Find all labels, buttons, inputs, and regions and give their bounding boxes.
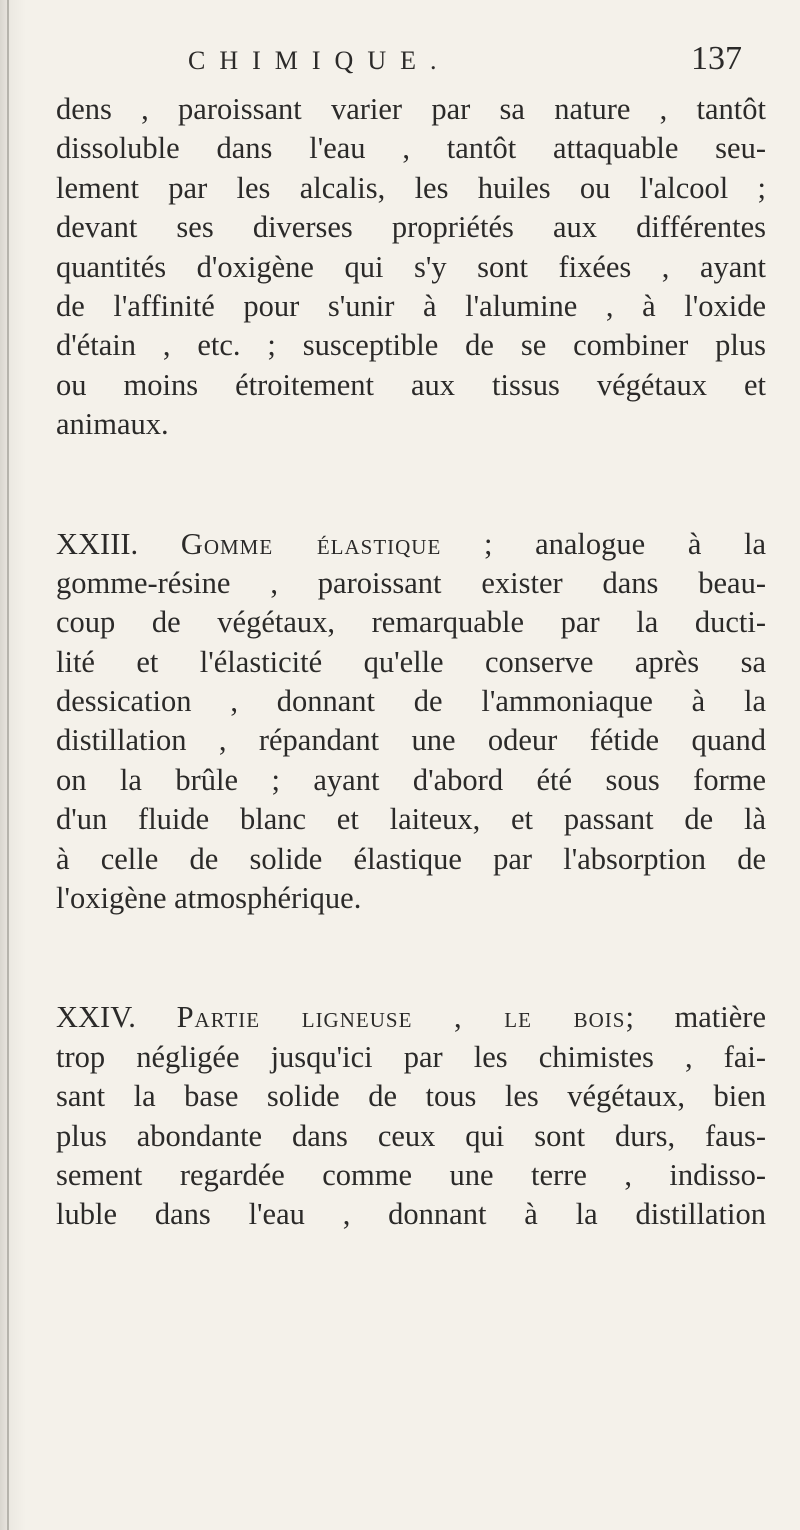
paragraph-continuation [56, 90, 766, 445]
text-line: trop négligée jusqu'ici par les chimistes , fai- [56, 1039, 766, 1074]
section-heading: Gomme élastique [180, 526, 442, 561]
text-line: plus abondante dans ceux qui sont durs, faus- [56, 1118, 766, 1153]
text-line: quantités d'oxigène qui s'y sont fixées , ayant [56, 249, 766, 284]
section-number: XXIV. [56, 1000, 136, 1035]
heading-continuation: ; analogue à la [483, 526, 767, 561]
paragraph-partie-ligneuse [56, 998, 766, 1234]
text-line: lité et l'élasticité qu'elle conserve après sa [56, 644, 766, 679]
text-line: devant ses diverses propriétés aux différentes [56, 210, 766, 245]
text-line: coup de végétaux, remarquable par la ducti- [56, 605, 766, 640]
text-line: sant la base solide de tous les végétaux, bien [56, 1079, 766, 1114]
section-number: XXIII. [56, 526, 139, 561]
text-line: on la brûle ; ayant d'abord été sous forme [56, 762, 766, 797]
text-line: ou moins étroitement aux tissus végétaux et [56, 367, 766, 402]
text-line: dissoluble dans l'eau , tantôt attaquable seu- [56, 131, 766, 166]
page-number: 137 [691, 40, 742, 77]
text-line: d'un fluide blanc et laiteux, et passant de là [56, 802, 766, 837]
text-line: gomme-résine , paroissant exister dans beau- [56, 565, 766, 600]
text-line: lement par les alcalis, les huiles ou l'alcool ; [56, 170, 766, 205]
text-line: de l'affinité pour s'unir à l'alumine , à l'oxide [56, 288, 766, 323]
heading-continuation: ; matière [625, 1000, 766, 1035]
paragraph-heading-line [56, 998, 766, 1037]
text-line: l'oxigène atmosphérique. [56, 881, 362, 916]
text-line: à celle de solide élastique par l'absorption de [56, 841, 766, 876]
text-line: d'étain , etc. ; susceptible de se combiner plus [56, 328, 766, 363]
text-line: dessication , donnant de l'ammoniaque à la [56, 684, 766, 719]
binding-gutter [7, 0, 9, 1530]
text-line: animaux. [56, 407, 169, 442]
text-block [56, 90, 766, 1235]
paragraph-gomme-elastique [56, 525, 766, 919]
section-heading: Partie ligneuse , le bois [176, 1000, 626, 1035]
running-title: CHIMIQUE. [188, 46, 451, 75]
text-line: sement regardée comme une terre , indisso- [56, 1157, 766, 1192]
paragraph-heading-line [56, 525, 766, 564]
text-line: dens , paroissant varier par sa nature , tantôt [56, 92, 766, 126]
running-head [56, 40, 776, 90]
text-line: luble dans l'eau , donnant à la distillation [56, 1197, 766, 1232]
text-line: distillation , répandant une odeur fétide quand [56, 723, 766, 758]
